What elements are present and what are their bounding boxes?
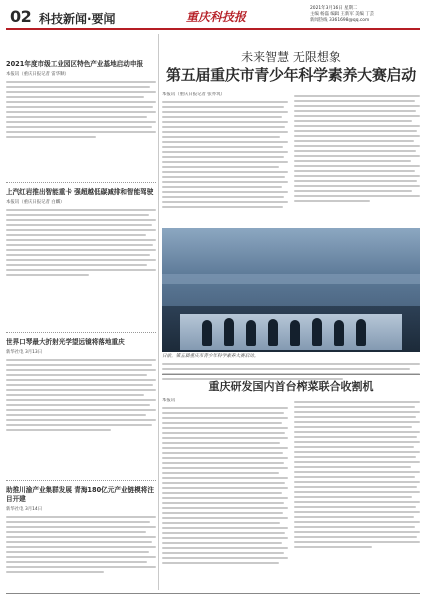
sidebar-story-3-headline: 世界口琴最大折射光学望远镜将落地重庆 [6,338,125,346]
section-divider [162,374,420,375]
lead-story-kicker: 未来智慧 无限想象 [241,50,341,64]
page-number: 02 [10,7,32,26]
sidebar-story-4-lead: 新华社电 3月14日 [6,507,43,512]
sidebar-story-1 [6,60,156,141]
masthead-rule [6,28,420,30]
sidebar-story-4-text [6,507,156,573]
sidebar-story-2-headline: 上汽红岩推出智能重卡 强超越低碳减排和智能驾驶 [6,188,154,196]
sidebar-story-4-headline: 助推川渝产业集群发展 青海180亿元产业链模将注目开建 [6,486,154,503]
sidebar-story-3-lead: 新华社电 3月13日 [6,350,43,355]
column-divider [158,34,159,590]
photo-caption-text: 日前，第五届重庆市青少年科学素养大赛启动。 [162,354,259,359]
lead-story-column-1 [162,92,288,220]
sidebar-story-4 [6,486,156,576]
sidebar-story-3 [6,338,156,434]
second-story-headline: 重庆研发国内首台榨菜联合收割机 [208,380,374,393]
second-story-column-1 [162,398,288,592]
issue-meta [310,6,422,24]
lead-story-body [162,92,420,220]
photo-caption [162,354,420,383]
sidebar-story-2-lead: 本报讯（重庆日报记者 白麟） [6,200,65,205]
section-name: 科技新闻·要闻 [39,12,116,26]
lead-story-headline: 第五届重庆市青少年科学素养大赛启动 [166,66,416,84]
second-story-column-1-lead: 本报讯 [162,398,176,403]
sidebar-story-1-headline: 2021年度市级工业园区特色产业基地启动申报 [6,60,144,68]
sidebar [6,32,156,592]
sidebar-story-2 [6,188,156,279]
lead-story-column-1-lead: 本报讯（重庆日报记者 张亦筑） [162,92,225,97]
sidebar-story-2-text [6,200,156,276]
issue-date: 2021年3月16日 星期二 [310,6,358,11]
sidebar-divider [6,182,156,183]
news-hotline: 新闻热线 3361698@qq.com [310,18,370,23]
masthead [6,4,420,28]
sidebar-story-1-lead: 本报讯（重庆日报记者 雷华顺） [6,72,69,77]
sidebar-divider [6,480,156,481]
sidebar-story-3-text [6,350,156,431]
second-story-column-2 [294,398,420,592]
sidebar-story-1-text [6,72,156,138]
editor-credits: 主编 杨磊 编辑 王新军 美编 丁芸 [310,12,375,17]
lead-story-column-2 [294,92,420,220]
newspaper-logo: 重庆科技报 [186,10,247,24]
lead-story-photo [162,228,420,352]
sidebar-divider [6,332,156,333]
second-story-body [162,398,420,592]
page-bottom-rule [6,593,420,594]
